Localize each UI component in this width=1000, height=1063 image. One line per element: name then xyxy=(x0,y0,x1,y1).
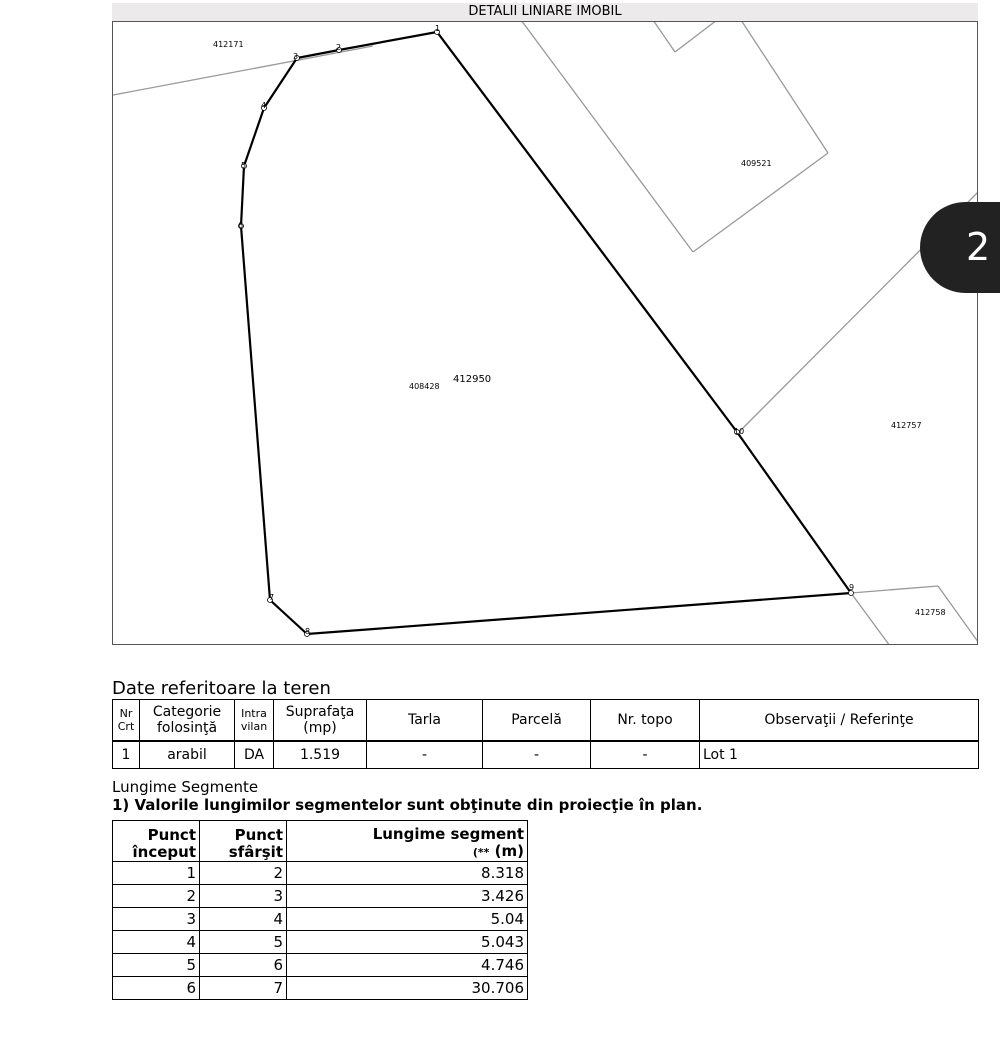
cell-parcela: - xyxy=(483,741,591,769)
col-tarla: Tarla xyxy=(367,700,483,742)
header-text: folosinţă xyxy=(156,720,218,736)
vertex-label: 9 xyxy=(849,583,855,592)
table-row xyxy=(113,908,528,931)
neighbor-line xyxy=(653,22,675,52)
plan-drawing xyxy=(113,22,978,645)
cell-punct-inceput: 4 xyxy=(113,931,200,954)
cell-intravilan: DA xyxy=(235,741,274,769)
cell-suprafata: 1.519 xyxy=(274,741,367,769)
cell-observatii: Lot 1 xyxy=(700,741,979,769)
parcel-boundary xyxy=(241,32,851,634)
header-text: Punct xyxy=(234,826,283,844)
cell-punct-sfarsit: 7 xyxy=(200,977,287,1000)
cadastral-plan xyxy=(112,21,978,645)
cell-lungime: 5.043 xyxy=(287,931,528,954)
header-unit: (m) xyxy=(494,842,524,860)
vertex-label: 10 xyxy=(734,427,745,436)
cell-punct-sfarsit: 5 xyxy=(200,931,287,954)
cell-punct-sfarsit: 4 xyxy=(200,908,287,931)
header-text: vilan xyxy=(240,720,268,733)
table-row xyxy=(113,954,528,977)
teren-section-title: Date referitoare la teren xyxy=(112,678,331,699)
cell-lungime: 8.318 xyxy=(287,862,528,885)
vertex-label: 8 xyxy=(305,627,311,636)
cell-lungime: 4.746 xyxy=(287,954,528,977)
table-row xyxy=(113,862,528,885)
parcel-label-409521: 409521 xyxy=(741,159,772,168)
header-text: Categorie xyxy=(152,704,222,720)
table-header-row xyxy=(113,700,979,742)
plan-title: DETALII LINIARE IMOBIL xyxy=(112,3,978,21)
table-row xyxy=(113,977,528,1000)
cell-punct-sfarsit: 6 xyxy=(200,954,287,977)
col-parcela: Parcelă xyxy=(483,700,591,742)
neighbor-line xyxy=(851,586,938,593)
col-intravilan xyxy=(235,700,274,742)
cell-lungime: 3.426 xyxy=(287,885,528,908)
parcel-label-412950: 412950 xyxy=(453,374,492,385)
table-row xyxy=(113,931,528,954)
parcel-label-408428: 408428 xyxy=(409,382,440,391)
col-punct-sfarsit xyxy=(200,821,287,862)
segmente-note: 1) Valorile lungimilor segmentelor sunt obţinute din proiecţie în plan. xyxy=(112,796,703,814)
table-row xyxy=(113,885,528,908)
vertex-label: 5 xyxy=(241,161,247,170)
table-header-row xyxy=(113,821,528,862)
header-text: sfârşit xyxy=(228,843,283,861)
table-row xyxy=(113,741,979,769)
header-text: Crt xyxy=(117,720,135,733)
header-text: început xyxy=(132,843,196,861)
col-nr-topo: Nr. topo xyxy=(591,700,700,742)
col-nr-crt xyxy=(113,700,140,742)
cell-categorie: arabil xyxy=(140,741,235,769)
cell-punct-inceput: 1 xyxy=(113,862,200,885)
cell-nr: 1 xyxy=(113,741,140,769)
neighbor-line xyxy=(675,22,717,52)
header-text: (mp) xyxy=(303,720,337,736)
header-text: Intra xyxy=(241,707,267,720)
segmente-section-title: Lungime Segmente xyxy=(112,778,259,796)
cell-punct-inceput: 3 xyxy=(113,908,200,931)
header-text: Suprafaţa xyxy=(285,704,355,720)
parcel-label-412171: 412171 xyxy=(213,40,244,49)
vertex-label: 3 xyxy=(293,52,299,61)
cell-lungime: 5.04 xyxy=(287,908,528,931)
neighbor-line xyxy=(851,593,890,645)
cell-punct-inceput: 6 xyxy=(113,977,200,1000)
cell-punct-sfarsit: 3 xyxy=(200,885,287,908)
header-text: Lungime segment xyxy=(372,825,524,843)
page-number-badge: 2 xyxy=(920,202,1000,293)
neighbor-line xyxy=(113,46,373,95)
teren-table xyxy=(112,699,979,769)
cell-nr-topo: - xyxy=(591,741,700,769)
vertex-label: 1 xyxy=(435,24,441,33)
header-unit-prefix: (** xyxy=(472,846,490,859)
col-suprafata xyxy=(274,700,367,742)
header-text: Punct xyxy=(147,826,196,844)
col-observatii: Observaţii / Referinţe xyxy=(700,700,979,742)
neighbor-line xyxy=(521,22,693,252)
neighbor-line xyxy=(741,22,828,153)
parcel-label-412757: 412757 xyxy=(891,421,922,430)
vertex-label: 6 xyxy=(238,221,244,230)
col-punct-inceput xyxy=(113,821,200,862)
col-lungime-segment xyxy=(287,821,528,862)
col-categorie xyxy=(140,700,235,742)
cell-punct-sfarsit: 2 xyxy=(200,862,287,885)
header-text: Nr xyxy=(119,707,133,720)
cell-tarla: - xyxy=(367,741,483,769)
cell-punct-inceput: 5 xyxy=(113,954,200,977)
cell-punct-inceput: 2 xyxy=(113,885,200,908)
parcel-label-412758: 412758 xyxy=(915,608,946,617)
cell-lungime: 30.706 xyxy=(287,977,528,1000)
vertex-label: 2 xyxy=(336,43,342,52)
vertex-label: 4 xyxy=(261,101,267,110)
vertex-label: 7 xyxy=(269,593,275,602)
segment-table xyxy=(112,820,528,1000)
